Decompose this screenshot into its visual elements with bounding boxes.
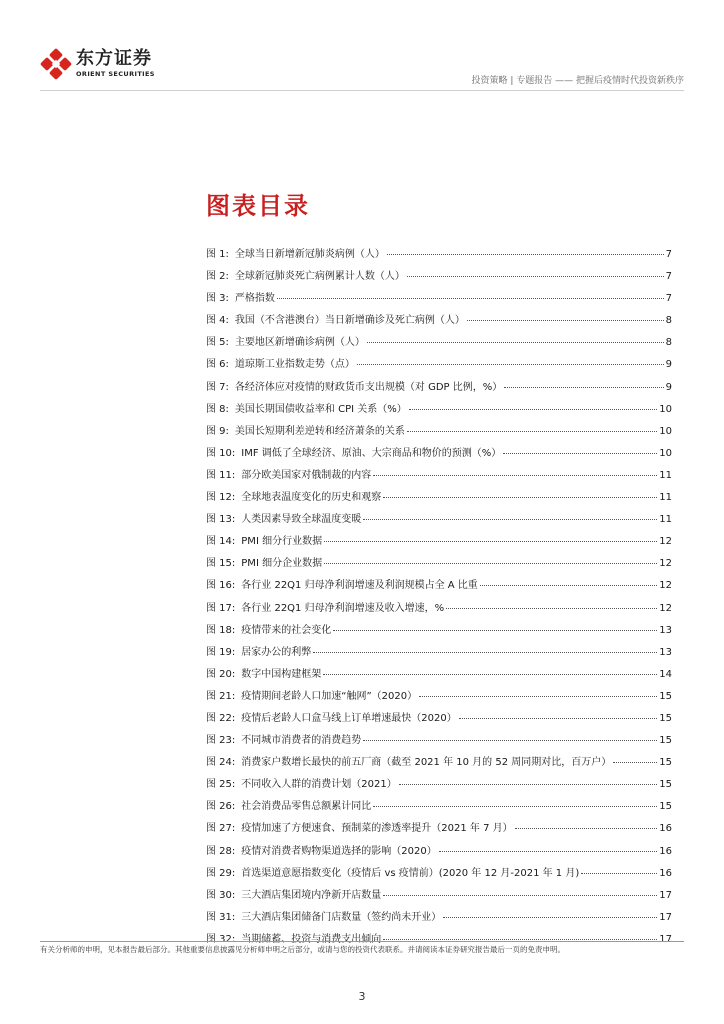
toc-leader-dots — [357, 364, 664, 365]
toc-entry-title: 疫情期间老龄人口加速“触网”（2020） — [241, 690, 418, 702]
toc-entry-number: 图 18: — [206, 624, 236, 636]
toc-leader-dots — [467, 320, 664, 321]
toc-entry[interactable] — [206, 400, 672, 422]
toc-entry-page: 15 — [659, 801, 672, 813]
toc-leader-dots — [443, 917, 657, 918]
toc-leader-dots — [581, 873, 657, 874]
toc-leader-dots — [446, 608, 657, 609]
toc-leader-dots — [324, 563, 657, 564]
toc-entry-page: 13 — [659, 646, 672, 658]
toc-entry-number: 图 21: — [206, 690, 236, 702]
toc-leader-dots — [419, 696, 657, 697]
toc-entry-number: 图 23: — [206, 735, 236, 747]
toc-entry-title: 数字中国构建框架 — [241, 668, 322, 680]
toc-entry-page: 10 — [659, 447, 672, 459]
toc-entry[interactable] — [206, 753, 672, 775]
toc-entry-number: 图 3: — [206, 293, 229, 305]
toc-entry[interactable] — [206, 819, 672, 841]
toc-entry-title: 各行业 22Q1 归母净利润增速及收入增速，% — [241, 602, 445, 614]
toc-entry-number: 图 22: — [206, 712, 236, 724]
toc-leader-dots — [459, 718, 658, 719]
toc-entry[interactable] — [206, 665, 672, 687]
toc-entry-number: 图 2: — [206, 271, 229, 283]
toc-entry-title: 消费家户数增长最快的前五厂商（截至 2021 年 10 月的 52 周同期对比，百万户） — [241, 757, 612, 769]
page-header — [40, 40, 684, 86]
toc-leader-dots — [373, 806, 657, 807]
toc-entry-title: 各经济体应对疫情的财政货币支出规模（对 GDP 比例，%） — [234, 381, 503, 393]
toc-entry-title: 社会消费品零售总额累计同比 — [241, 801, 372, 813]
toc-entry-page: 11 — [659, 469, 672, 481]
toc-entry-page: 12 — [659, 580, 672, 592]
toc-entry-number: 图 30: — [206, 889, 236, 901]
toc-entry-page: 17 — [659, 911, 672, 923]
toc-entry-number: 图 19: — [206, 646, 236, 658]
toc-entry-page: 7 — [665, 293, 672, 305]
page-number: 3 — [358, 990, 366, 1003]
toc-entry-number: 图 4: — [206, 315, 229, 327]
toc-entry[interactable] — [206, 576, 672, 598]
toc-entry-title: 疫情后老龄人口盒马线上订单增速最快（2020） — [241, 712, 457, 724]
toc-entry-number: 图 6: — [206, 359, 229, 371]
toc-entry-page: 11 — [659, 514, 672, 526]
toc-entry-title: 全球当日新增新冠肺炎病例（人） — [234, 249, 385, 260]
toc-entry[interactable] — [206, 532, 672, 554]
toc-entry[interactable] — [206, 422, 672, 444]
logo-chinese-name: 东方证券 — [76, 48, 152, 70]
toc-entry[interactable] — [206, 245, 672, 267]
toc-entry-number: 图 15: — [206, 558, 236, 570]
toc-entry[interactable] — [206, 709, 672, 731]
toc-entry-page: 7 — [665, 249, 672, 260]
toc-entry-title: 疫情对消费者购物渠道选择的影响（2020） — [241, 845, 437, 857]
toc-entry[interactable] — [206, 687, 672, 709]
toc-entry-title: IMF 调低了全球经济、原油、大宗商品和物价的预测（%） — [241, 447, 502, 459]
toc-leader-dots — [504, 387, 663, 388]
toc-entry-title: 三大酒店集团储备门店数量（签约尚未开业） — [241, 911, 442, 923]
breadcrumb: 投资策略 | 专题报告 —— 把握后疫情时代投资新秩序 — [471, 76, 684, 86]
toc-leader-dots — [363, 519, 657, 520]
toc-entry-number: 图 5: — [206, 337, 229, 349]
toc-entry-title: 首选渠道意愿指数变化（疫情后 vs 疫情前）(2020 年 12 月-2021 年 1 月) — [241, 867, 580, 879]
toc-entry-page: 8 — [665, 315, 672, 327]
toc-entry-number: 图 29: — [206, 867, 236, 879]
toc-entry-number: 图 10: — [206, 447, 236, 459]
toc-entry-title: 居家办公的利弊 — [241, 646, 312, 658]
toc-leader-dots — [323, 674, 657, 675]
toc-entry-page: 12 — [659, 602, 672, 614]
toc-entry-number: 图 1: — [206, 249, 229, 260]
toc-entry-number: 图 25: — [206, 779, 236, 791]
company-logo — [40, 48, 155, 80]
toc-entry-title: 三大酒店集团境内净新开店数量 — [241, 889, 382, 901]
toc-entry-title: 全球新冠肺炎死亡病例累计人数（人） — [234, 271, 405, 283]
toc-entry-title: 疫情带来的社会变化 — [241, 624, 332, 636]
toc-entry-title: 当期储蓄、投资与消费支出倾向 — [241, 933, 382, 945]
toc-entry-title: 美国长短期利差逆转和经济萧条的关系 — [234, 425, 405, 437]
toc-entry[interactable] — [206, 621, 672, 643]
toc-entry-number: 图 26: — [206, 801, 236, 813]
toc-entry-page: 11 — [659, 492, 672, 504]
toc-entry[interactable] — [206, 444, 672, 466]
toc-entry-number: 图 32: — [206, 933, 236, 945]
toc-leader-dots — [313, 652, 657, 653]
toc-entry-title: PMI 细分企业数据 — [241, 558, 323, 570]
toc-entry-page: 16 — [659, 867, 672, 879]
toc-entry[interactable] — [206, 554, 672, 576]
toc-entry-number: 图 28: — [206, 845, 236, 857]
toc-leader-dots — [409, 409, 658, 410]
toc-entry-page: 9 — [665, 381, 672, 393]
toc-entry-page: 16 — [659, 845, 672, 857]
toc-entry[interactable] — [206, 267, 672, 289]
toc-entry-page: 12 — [659, 558, 672, 570]
toc-entry-page: 17 — [659, 889, 672, 901]
orient-securities-logo-icon — [40, 48, 72, 80]
toc-entry[interactable] — [206, 289, 672, 311]
toc-entry[interactable] — [206, 643, 672, 665]
toc-entry-title: 我国（不含港澳台）当日新增确诊及死亡病例（人） — [234, 315, 465, 327]
toc-entry-page: 15 — [659, 779, 672, 791]
toc-entry[interactable] — [206, 731, 672, 753]
toc-leader-dots — [399, 784, 658, 785]
toc-entry-title: 主要地区新增确诊病例（人） — [234, 337, 365, 349]
toc-leader-dots — [277, 298, 664, 299]
toc-entry[interactable] — [206, 510, 672, 532]
toc-entry-number: 图 17: — [206, 602, 236, 614]
toc-entry-page: 15 — [659, 757, 672, 769]
toc-entry[interactable] — [206, 908, 672, 930]
toc-entry[interactable] — [206, 333, 672, 355]
toc-leader-dots — [515, 828, 658, 829]
toc-leader-dots — [480, 585, 657, 586]
toc-entry-page: 17 — [659, 933, 672, 945]
toc-entry[interactable] — [206, 797, 672, 819]
toc-entry-page: 10 — [659, 425, 672, 437]
toc-entry-number: 图 11: — [206, 469, 236, 481]
toc-entry-number: 图 14: — [206, 536, 236, 548]
toc-entry-title: 严格指数 — [234, 293, 275, 305]
toc-leader-dots — [383, 939, 657, 940]
toc-entry-title: PMI 细分行业数据 — [241, 536, 323, 548]
toc-entry-number: 图 12: — [206, 492, 236, 504]
footer-divider — [40, 941, 684, 942]
toc-entry-number: 图 13: — [206, 514, 236, 526]
toc-entry-title: 不同收入人群的消费计划（2021） — [241, 779, 397, 791]
toc-entry[interactable] — [206, 842, 672, 864]
toc-entry-number: 图 24: — [206, 757, 236, 769]
toc-entry-number: 图 31: — [206, 911, 236, 923]
toc-entry-page: 13 — [659, 624, 672, 636]
toc-entry-title: 全球地表温度变化的历史和观察 — [241, 492, 382, 504]
toc-leader-dots — [503, 453, 657, 454]
toc-leader-dots — [324, 541, 657, 542]
toc-entry[interactable] — [206, 775, 672, 797]
toc-entry-title: 美国长期国债收益率和 CPI 关系（%） — [234, 403, 407, 415]
toc-entry-page: 15 — [659, 712, 672, 724]
toc-entry[interactable] — [206, 864, 672, 886]
page-title: 图表目录 — [206, 192, 310, 220]
toc-entry-title: 不同城市消费者的消费趋势 — [241, 735, 362, 747]
toc-entry-title: 人类因素导致全球温度变暖 — [241, 514, 362, 526]
toc-entry-number: 图 27: — [206, 823, 236, 835]
toc-entry-page: 8 — [665, 337, 672, 349]
toc-entry-page: 14 — [659, 668, 672, 680]
toc-leader-dots — [439, 851, 658, 852]
toc-entry-number: 图 20: — [206, 668, 236, 680]
toc-leader-dots — [383, 895, 657, 896]
toc-entry-page: 10 — [659, 403, 672, 415]
toc-entry-title: 各行业 22Q1 归母净利润增速及利润规模占全 A 比重 — [241, 580, 478, 592]
disclaimer-text: 有关分析师的申明，见本报告最后部分。其他重要信息披露见分析师申明之后部分，或请与您的投资代表联系。并请阅读本证券研究报告最后一页的免责申明。 — [40, 945, 565, 954]
toc-leader-dots — [373, 475, 657, 476]
toc-leader-dots — [407, 431, 657, 432]
toc-entry-number: 图 9: — [206, 425, 229, 437]
toc-leader-dots — [407, 276, 664, 277]
toc-leader-dots — [333, 630, 657, 631]
toc-entry-title: 部分欧美国家对俄制裁的内容 — [241, 469, 372, 481]
toc-entry[interactable] — [206, 355, 672, 377]
toc-entry[interactable] — [206, 886, 672, 908]
logo-english-name: ORIENT SECURITIES — [76, 70, 155, 79]
toc-entry-page: 9 — [665, 359, 672, 371]
toc-entry[interactable] — [206, 488, 672, 510]
toc-entry-title: 道琼斯工业指数走势（点） — [234, 359, 355, 371]
toc-leader-dots — [613, 762, 657, 763]
toc-entry[interactable] — [206, 311, 672, 333]
toc-entry[interactable] — [206, 378, 672, 400]
toc-leader-dots — [363, 740, 657, 741]
toc-entry-title: 疫情加速了方便速食、预制菜的渗透率提升（2021 年 7 月） — [241, 823, 513, 835]
toc-entry-page: 15 — [659, 735, 672, 747]
header-divider — [40, 90, 684, 91]
toc-leader-dots — [383, 497, 657, 498]
figure-toc-list — [206, 245, 672, 952]
toc-entry-number: 图 7: — [206, 381, 229, 393]
toc-entry-page: 12 — [659, 536, 672, 548]
toc-entry[interactable] — [206, 599, 672, 621]
toc-entry[interactable] — [206, 466, 672, 488]
toc-entry-page: 16 — [659, 823, 672, 835]
toc-entry-page: 7 — [665, 271, 672, 283]
toc-entry-number: 图 16: — [206, 580, 236, 592]
toc-entry-page: 15 — [659, 690, 672, 702]
toc-leader-dots — [367, 342, 664, 343]
toc-entry-number: 图 8: — [206, 403, 229, 415]
toc-leader-dots — [387, 254, 664, 255]
